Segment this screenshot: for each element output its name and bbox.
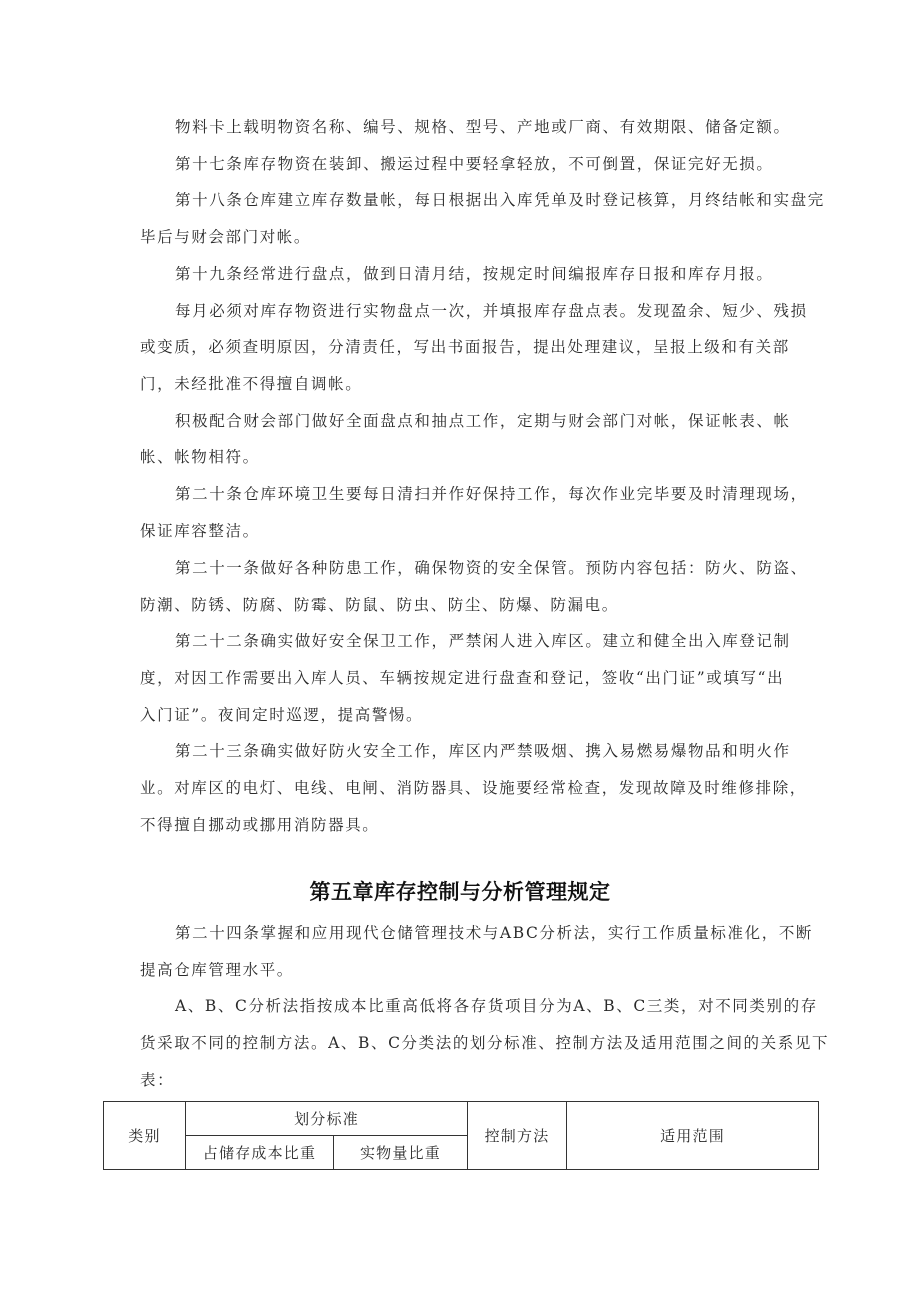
page-bottom-margin — [0, 1170, 920, 1301]
table-header-cost-share: 占储存成本比重 — [186, 1136, 334, 1170]
paragraph-line: 第二十四条掌握和应用现代仓储管理技术与ABC分析法，实行工作质量标准化，不断 — [175, 924, 814, 942]
paragraph-line: 每月必须对库存物资进行实物盘点一次，并填报库存盘点表。发现盈余、短少、残损 — [175, 302, 808, 320]
paragraph-line: 度，对因工作需要出入库人员、车辆按规定进行盘查和登记，签收“出门证”或填写“出 — [140, 669, 785, 687]
paragraph-line: 门，未经批准不得擅自调帐。 — [140, 375, 363, 393]
table-header-category: 类别 — [104, 1102, 186, 1170]
paragraph-line: 第十八条仓库建立库存数量帐，每日根据出入库凭单及时登记核算，月终结帐和实盘完 — [175, 191, 825, 209]
paragraph-line: 第二十三条确实做好防火安全工作，库区内严禁吸烟、携入易燃易爆物品和明火作 — [175, 742, 791, 760]
paragraph-line: 第二十条仓库环境卫生要每日清扫并作好保持工作，每次作业完毕要及时清理现场， — [175, 485, 808, 503]
table-header-quantity-share: 实物量比重 — [334, 1136, 468, 1170]
paragraph-line: 第十七条库存物资在装卸、搬运过程中要轻拿轻放，不可倒置，保证完好无损。 — [175, 155, 774, 173]
table-header-method: 控制方法 — [468, 1102, 567, 1170]
paragraph-line: 或变质，必须查明原因，分清责任，写出书面报告，提出处理建议，呈报上级和有关部 — [140, 338, 790, 356]
paragraph-line: 毕后与财会部门对帐。 — [140, 228, 312, 246]
paragraph-line: 货采取不同的控制方法。A、B、C分类法的划分标准、控制方法及适用范围之间的关系见下 — [140, 1034, 830, 1052]
paragraph-line: 第二十一条做好各种防患工作，确保物资的安全保管。预防内容包括：防火、防盗、 — [175, 559, 808, 577]
table-header-scope: 适用范围 — [567, 1102, 819, 1170]
paragraph-line: 防潮、防锈、防腐、防霉、防鼠、防虫、防尘、防爆、防漏电。 — [140, 596, 619, 614]
paragraph-line: A、B、C分析法指按成本比重高低将各存货项目分为A、B、C三类，对不同类别的存 — [175, 997, 818, 1015]
paragraph-line: 提高仓库管理水平。 — [140, 961, 294, 979]
paragraph-line: 表： — [140, 1071, 175, 1089]
paragraph-line: 帐、帐物相符。 — [140, 448, 260, 466]
paragraph-line: 第二十二条确实做好安全保卫工作，严禁闲人进入库区。建立和健全出入库登记制 — [175, 632, 791, 650]
paragraph-line: 物料卡上载明物资名称、编号、规格、型号、产地或厂商、有效期限、储备定额。 — [175, 118, 791, 136]
paragraph-line: 不得擅自挪动或挪用消防器具。 — [140, 816, 380, 834]
table-header-criteria: 划分标准 — [186, 1102, 468, 1136]
paragraph-line: 业。对库区的电灯、电线、电闸、消防器具、设施要经常检查，发现故障及时维修排除， — [140, 779, 807, 797]
paragraph-line: 保证库容整洁。 — [140, 522, 260, 540]
paragraph-line: 第十九条经常进行盘点，做到日清月结，按规定时间编报库存日报和库存月报。 — [175, 265, 774, 283]
chapter-title: 第五章库存控制与分析管理规定 — [309, 880, 611, 904]
paragraph-line: 积极配合财会部门做好全面盘点和抽点工作，定期与财会部门对帐，保证帐表、帐 — [175, 412, 791, 430]
paragraph-line: 入门证”。夜间定时巡逻，提高警惕。 — [140, 706, 424, 724]
